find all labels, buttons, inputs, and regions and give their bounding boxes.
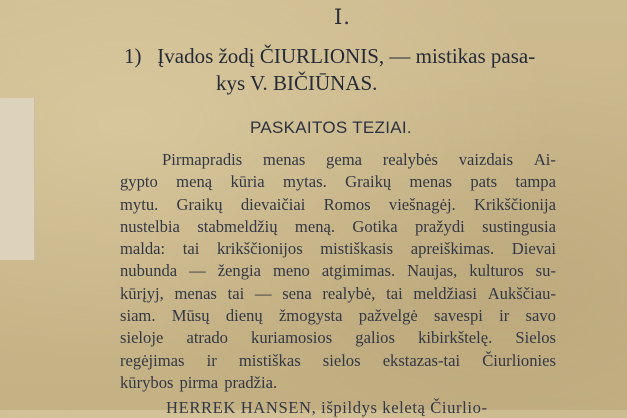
paragraph-line: siam. Mūsų dienų žmogysta pažvelgė savespi ir savo: [120, 306, 556, 326]
paragraph-line: gypto meną kūria mytas. Graikų menas pats tampa: [120, 172, 556, 192]
paragraph-line: regėjimas ir mistiškas sielos ekstazas-tai Čiurlionies: [120, 350, 556, 370]
program-item-line-1: [124, 43, 564, 70]
item-text-1: Įvados žodį ČIURLIONIS, — mistikas pasa-: [157, 44, 536, 68]
program-item-line-2: kys V. BIČIŪNAS.: [216, 71, 378, 95]
paragraph-line: sieloje atrado kuriamosios galios kibirkštelę. Sielos: [120, 328, 556, 348]
paragraph-line: Pirmapradis menas gema realybės vaizdais Ai-: [162, 150, 556, 169]
program-item: [124, 43, 564, 97]
paragraph-line: kūrybos pirma pradžia.: [120, 372, 278, 392]
paragraph-line: nubunda — žengia meno atgimimas. Naujas, kulturos su-: [120, 261, 556, 281]
next-item-line: HERREK HANSEN, išpildys keletą Čiurlio-: [166, 398, 488, 417]
theses-title: PASKAITOS TEZIAI.: [250, 118, 412, 137]
paragraph-line: malda: tai krikščionijos mistiškasis apreiškimas. Dievai: [120, 239, 556, 259]
theses-paragraph: [120, 149, 556, 394]
paragraph-line: nustelbia stabmeldžių meną. Gotika pražydi sustingusia: [120, 216, 556, 236]
paragraph-line: kūrįyj, menas tai — sena realybė, tai meldžiasi Aukščiau-: [120, 283, 556, 303]
paper-tab: [0, 98, 35, 260]
paragraph-line: mytu. Graikų dievaičiai Romos viešnagėj. Krikščionija: [120, 194, 556, 214]
item-number: 1): [124, 44, 142, 68]
section-numeral: I.: [334, 5, 351, 29]
